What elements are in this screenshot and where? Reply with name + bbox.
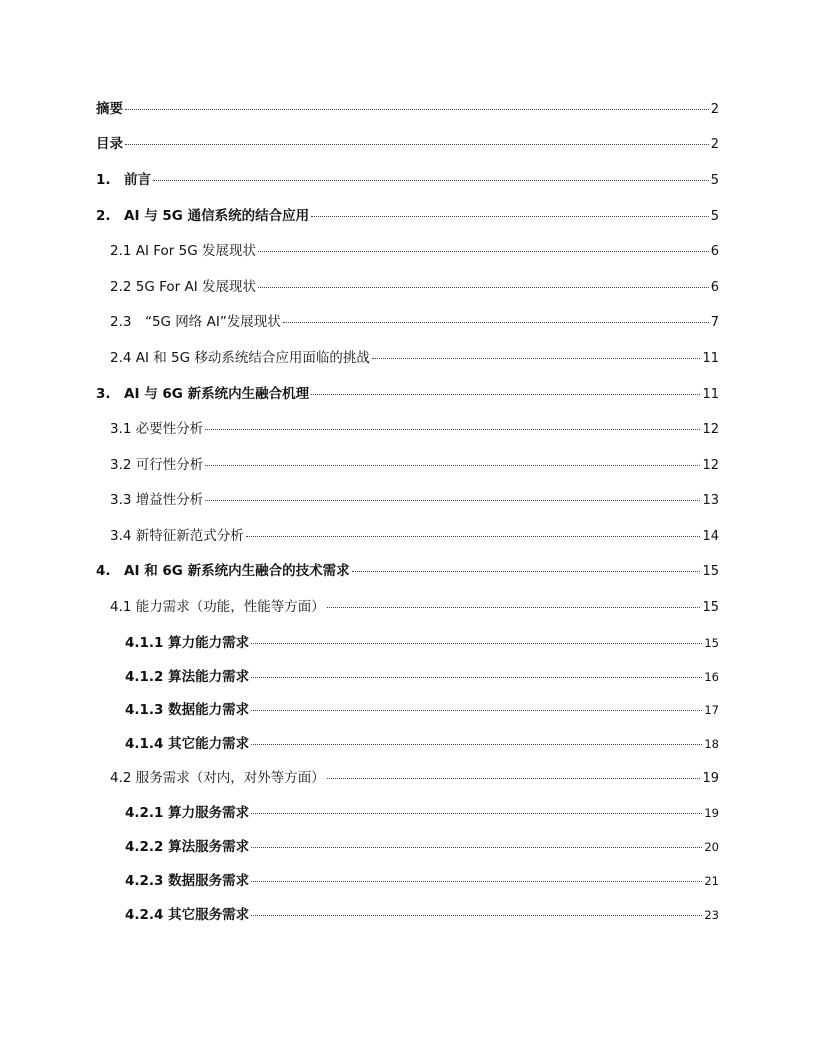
toc-entry-4-1-1[interactable] [125, 633, 719, 653]
toc-entry-4-2-1[interactable] [125, 803, 719, 823]
toc-entry-4-1-2[interactable] [125, 667, 719, 687]
toc-entry-page: 11 [702, 351, 719, 366]
dot-leader [251, 915, 702, 916]
toc-entry-title: 3. AI 与 6G 新系统内生融合机理 [96, 386, 310, 402]
toc-entry-page: 6 [710, 280, 719, 295]
toc-entry-title: 4.1.1 算力能力需求 [125, 635, 250, 651]
toc-entry-3-4[interactable] [110, 526, 719, 547]
toc-entry-page: 15 [702, 600, 719, 615]
dot-leader [283, 322, 709, 323]
toc-entry-title: 4.1.2 算法能力需求 [125, 669, 250, 685]
toc-entry-2-3[interactable] [110, 312, 719, 333]
toc-entry-page: 2 [710, 102, 719, 117]
toc-entry-page: 20 [704, 840, 719, 854]
dot-leader [251, 847, 702, 848]
toc-entry-title: 2. AI 与 5G 通信系统的结合应用 [96, 208, 310, 224]
dot-leader [251, 643, 702, 644]
toc-entry-4-2-2[interactable] [125, 837, 719, 857]
dot-leader [251, 677, 702, 678]
toc-entry-page: 5 [710, 209, 719, 224]
toc-entry-title: 2.3 “5G 网络 AI”发展现状 [110, 314, 281, 330]
dot-leader [372, 358, 701, 359]
toc-entry-2-4[interactable] [110, 348, 719, 369]
toc-entry-page: 16 [704, 670, 719, 684]
toc-entry-page: 18 [704, 737, 719, 751]
toc-entry-3-1[interactable] [110, 419, 719, 440]
toc-entry-title: 3.4 新特征新范式分析 [110, 528, 244, 544]
toc-entry-page: 14 [702, 529, 719, 544]
dot-leader [125, 144, 709, 145]
toc-entry-title: 3.1 必要性分析 [110, 421, 204, 437]
toc-entry-page: 11 [702, 387, 719, 402]
toc-entry-page: 15 [704, 636, 719, 650]
toc-entry-page: 13 [702, 493, 719, 508]
toc-entry-4-1-3[interactable] [125, 700, 719, 720]
dot-leader [153, 180, 709, 181]
toc-entry-title: 2.4 AI 和 5G 移动系统结合应用面临的挑战 [110, 350, 370, 366]
toc-entry-title: 4.1.4 其它能力需求 [125, 736, 250, 752]
toc-entry-page: 6 [710, 244, 719, 259]
toc-entry-title: 4.2.2 算法服务需求 [125, 839, 250, 855]
dot-leader [258, 287, 709, 288]
toc-entry-page: 17 [704, 703, 719, 717]
toc-entry-title: 4.1 能力需求（功能，性能等方面） [110, 599, 325, 615]
dot-leader [327, 778, 701, 779]
dot-leader [205, 500, 700, 501]
toc-entry-4-2-3[interactable] [125, 871, 719, 891]
toc-entry-page: 19 [702, 771, 719, 786]
toc-entry-contents[interactable] [96, 134, 719, 155]
toc-entry-page: 2 [710, 137, 719, 152]
dot-leader [251, 813, 702, 814]
toc-entry-2[interactable] [96, 206, 719, 227]
toc-entry-title: 4.2.4 其它服务需求 [125, 907, 250, 923]
toc-entry-2-2[interactable] [110, 277, 719, 298]
dot-leader [251, 710, 702, 711]
toc-entry-title: 目录 [96, 136, 123, 152]
toc-entry-title: 2.1 AI For 5G 发展现状 [110, 243, 256, 259]
toc-entry-1[interactable] [96, 170, 719, 191]
toc-entry-page: 12 [702, 458, 719, 473]
dot-leader [205, 465, 700, 466]
dot-leader [251, 881, 702, 882]
toc-entry-title: 3.2 可行性分析 [110, 457, 204, 473]
toc-entry-page: 5 [710, 173, 719, 188]
toc-entry-title: 4.2.3 数据服务需求 [125, 873, 250, 889]
toc-entry-4-2[interactable] [110, 768, 719, 789]
toc-entry-title: 4.1.3 数据能力需求 [125, 702, 250, 718]
toc-entry-abstract[interactable] [96, 99, 719, 120]
toc-entry-page: 12 [702, 422, 719, 437]
dot-leader [311, 216, 709, 217]
toc-entry-4[interactable] [96, 561, 719, 582]
toc-entry-title: 2.2 5G For AI 发展现状 [110, 279, 256, 295]
toc-entry-2-1[interactable] [110, 241, 719, 262]
toc-entry-page: 19 [704, 806, 719, 820]
toc-entry-title: 4.2 服务需求（对内，对外等方面） [110, 770, 325, 786]
toc-entry-title: 3.3 增益性分析 [110, 492, 204, 508]
dot-leader [251, 744, 702, 745]
toc-entry-page: 15 [702, 564, 719, 579]
dot-leader [246, 536, 701, 537]
toc-entry-4-2-4[interactable] [125, 905, 719, 925]
toc-entry-title: 摘要 [96, 101, 123, 117]
dot-leader [352, 571, 701, 572]
dot-leader [125, 109, 709, 110]
toc-entry-4-1-4[interactable] [125, 734, 719, 754]
dot-leader [311, 394, 700, 395]
dot-leader [258, 251, 709, 252]
toc-entry-4-1[interactable] [110, 597, 719, 618]
toc-entry-3[interactable] [96, 384, 719, 405]
dot-leader [205, 429, 700, 430]
toc-entry-page: 23 [704, 908, 719, 922]
toc-entry-title: 4. AI 和 6G 新系统内生融合的技术需求 [96, 563, 350, 579]
toc-entry-title: 1. 前言 [96, 172, 152, 188]
toc-entry-page: 7 [710, 315, 719, 330]
dot-leader [327, 607, 701, 608]
toc-entry-page: 21 [704, 874, 719, 888]
toc-entry-3-3[interactable] [110, 490, 719, 511]
toc-entry-title: 4.2.1 算力服务需求 [125, 805, 250, 821]
toc-entry-3-2[interactable] [110, 455, 719, 476]
